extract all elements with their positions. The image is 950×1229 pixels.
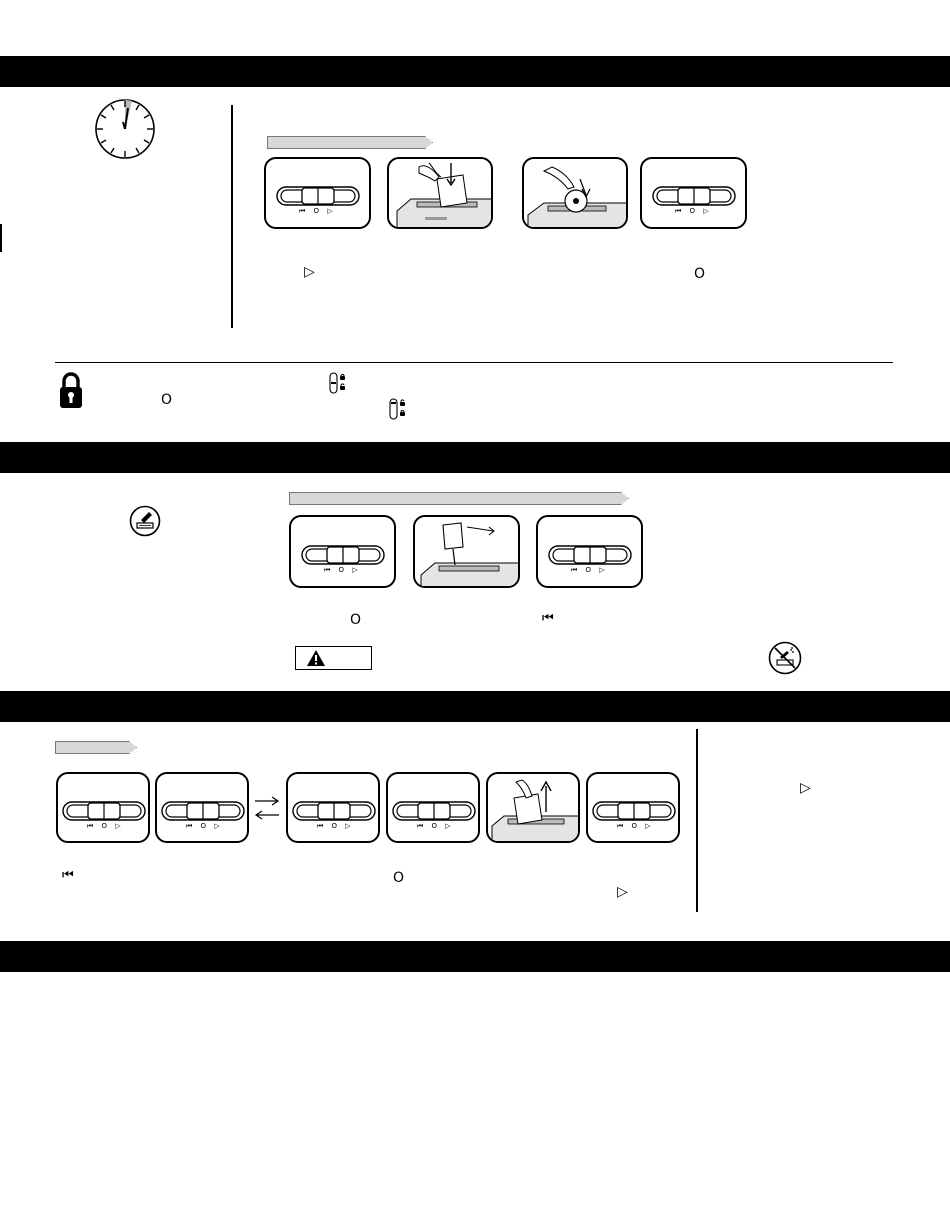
on-symbol: ▷ [304, 264, 315, 280]
oil-can-icon [129, 505, 161, 537]
section-header-bar-troubleshooting [0, 691, 950, 722]
reverse-symbol: ⏮ [317, 822, 327, 830]
switch-panel [289, 515, 396, 588]
no-aerosol-icon [768, 641, 802, 675]
off-symbol: O [350, 612, 362, 628]
on-symbol: ▷ [617, 884, 628, 900]
on-symbol: ▷ [115, 822, 124, 830]
on-symbol: ▷ [345, 822, 354, 830]
switch-symbols [324, 567, 361, 574]
section-header-bar-warranty [0, 941, 950, 972]
off-symbol: O [200, 822, 210, 830]
on-symbol: ▷ [445, 822, 454, 830]
margin-mark [0, 224, 2, 252]
switch-symbols [617, 823, 654, 830]
switch-panel [386, 772, 480, 843]
on-symbol: ▷ [703, 207, 712, 215]
alternate-arrows-icon [253, 796, 281, 820]
switch-symbols [87, 823, 124, 830]
section-divider [55, 362, 893, 363]
step-arrow-tab [267, 136, 433, 149]
on-symbol: ▷ [800, 780, 811, 796]
reverse-symbol: ⏮ [417, 822, 427, 830]
off-symbol: O [585, 566, 595, 574]
on-symbol: ▷ [327, 207, 336, 215]
column-divider [231, 105, 233, 328]
switch-symbols [299, 208, 336, 215]
switch-panel [536, 515, 643, 588]
switch-panel [264, 157, 371, 229]
reverse-symbol: ⏮ [324, 566, 334, 574]
reverse-symbol: ⏮ [186, 822, 196, 830]
reverse-symbol: ⏮ [299, 207, 309, 215]
paper-feed-illustration [387, 157, 493, 229]
warning-triangle-icon [306, 649, 326, 667]
switch-symbols [675, 208, 712, 215]
on-symbol: ▷ [645, 822, 654, 830]
warning-label-box [295, 646, 372, 670]
switch-panel [56, 772, 150, 843]
off-symbol: O [431, 822, 441, 830]
reverse-symbol: ⏮ [617, 822, 627, 830]
safety-lock-switch-icon [389, 398, 407, 420]
paper-removal-illustration [486, 772, 580, 843]
switch-symbols [186, 823, 223, 830]
reverse-symbol: ⏮ [571, 566, 581, 574]
switch-panel [640, 157, 747, 229]
cd-feed-illustration [522, 157, 628, 229]
off-symbol: O [331, 822, 341, 830]
safety-lock-switch-icon [329, 372, 347, 394]
column-divider [696, 729, 698, 912]
switch-symbols [317, 823, 354, 830]
oil-application-illustration [413, 515, 520, 588]
step-arrow-tab [289, 492, 629, 505]
on-symbol: ▷ [214, 822, 223, 830]
reverse-symbol: ⏮ [542, 611, 554, 626]
reverse-symbol: ⏮ [675, 207, 685, 215]
switch-symbols [417, 823, 454, 830]
on-symbol: ▷ [599, 566, 608, 574]
step-arrow-tab [55, 741, 137, 754]
on-symbol: ▷ [352, 566, 361, 574]
switch-symbols [571, 567, 608, 574]
switch-panel [586, 772, 680, 843]
off-symbol: O [313, 207, 323, 215]
padlock-icon [60, 372, 82, 408]
section-header-bar-maintenance [0, 442, 950, 473]
off-symbol: O [338, 566, 348, 574]
section-header-bar-operation [0, 56, 950, 87]
clock-icon [94, 98, 156, 160]
off-symbol: O [161, 392, 173, 408]
switch-panel [155, 772, 249, 843]
switch-panel [286, 772, 380, 843]
off-symbol: O [689, 207, 699, 215]
off-symbol: O [694, 266, 706, 282]
off-symbol: O [393, 870, 405, 886]
reverse-symbol: ⏮ [62, 868, 74, 883]
off-symbol: O [101, 822, 111, 830]
reverse-symbol: ⏮ [87, 822, 97, 830]
off-symbol: O [631, 822, 641, 830]
